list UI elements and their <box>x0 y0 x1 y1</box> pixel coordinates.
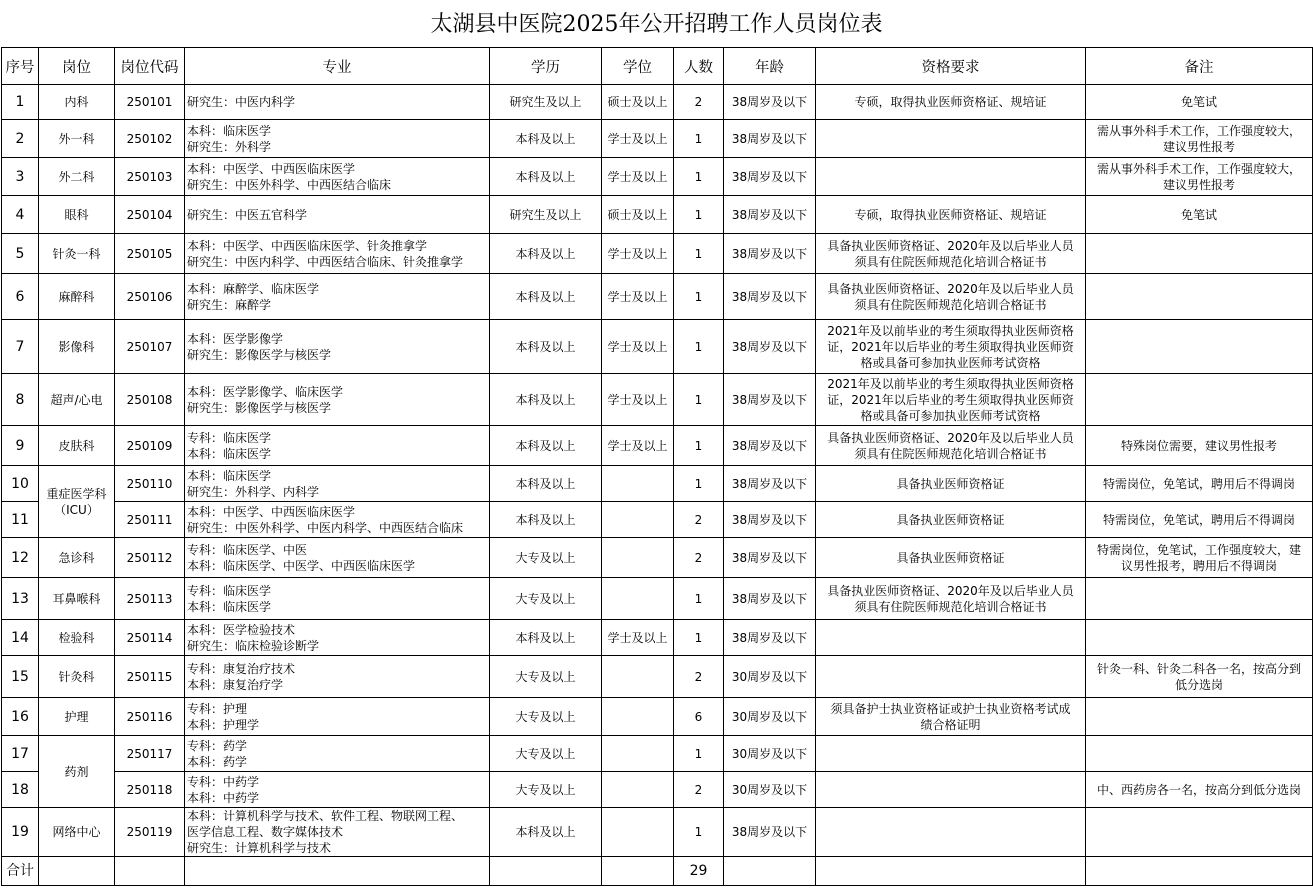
remarks-cell-line: 特殊岗位需要，建议男性报考 <box>1120 438 1277 453</box>
major-cell-line: 本科：计算机科学与技术、软件工程、物联网工程、 <box>187 809 464 823</box>
remarks-cell <box>1086 772 1313 808</box>
qualification-cell-line: 须具有住院医师规范化培训合格证书 <box>854 254 1047 269</box>
age-cell: 38周岁及以下 <box>724 808 816 857</box>
col-header-no: 序号 <box>2 48 39 85</box>
post-code: 250101 <box>115 85 185 120</box>
major-cell <box>185 578 490 620</box>
qualification-cell <box>816 656 1086 698</box>
major-cell-line: 专科：中药学 <box>187 774 260 789</box>
total-row <box>2 857 1313 886</box>
education-cell: 本科及以上 <box>490 808 602 857</box>
degree-cell <box>602 656 674 698</box>
degree-cell <box>602 736 674 772</box>
education-cell: 本科及以上 <box>490 426 602 466</box>
qualification-cell-line: 专硕，取得执业医师资格证、规培证 <box>854 95 1047 109</box>
education-cell: 本科及以上 <box>490 158 602 196</box>
age-cell: 30周岁及以下 <box>724 736 816 772</box>
qualification-cell-line: 具备执业医师资格证 <box>896 512 1005 527</box>
age-cell: 38周岁及以下 <box>724 466 816 502</box>
row-number: 14 <box>2 620 39 656</box>
remarks-cell <box>1086 120 1313 158</box>
major-cell-line: 研究生：影像医学与核医学 <box>187 400 332 415</box>
major-cell <box>185 656 490 698</box>
age-cell: 30周岁及以下 <box>724 772 816 808</box>
age-cell: 38周岁及以下 <box>724 502 816 538</box>
major-cell-line: 研究生：中医外科学、中医内科学、中西医结合临床 <box>187 520 464 535</box>
qualification-cell <box>816 158 1086 196</box>
age-cell: 38周岁及以下 <box>724 620 816 656</box>
education-cell: 本科及以上 <box>490 620 602 656</box>
post-name: 急诊科 <box>39 538 115 578</box>
remarks-cell <box>1086 502 1313 538</box>
remarks-cell <box>1086 426 1313 466</box>
remarks-cell <box>1086 466 1313 502</box>
education-cell: 本科及以上 <box>490 320 602 374</box>
major-cell <box>185 374 490 426</box>
age-cell: 38周岁及以下 <box>724 578 816 620</box>
major-cell-line: 本科：护理学 <box>187 717 260 732</box>
row-number: 19 <box>2 808 39 857</box>
major-cell-line: 医学信息工程、数字媒体技术 <box>187 825 344 839</box>
major-cell-line: 专科：护理 <box>187 701 248 716</box>
post-code: 250117 <box>115 736 185 772</box>
education-cell: 大专及以上 <box>490 578 602 620</box>
age-cell: 38周岁及以下 <box>724 158 816 196</box>
row-number: 13 <box>2 578 39 620</box>
major-cell-line: 研究生：中医内科学、中西医结合临床、针灸推拿学 <box>187 254 464 269</box>
count-cell: 1 <box>674 158 724 196</box>
remarks-cell-line: 需从事外科手术工作，工作强度较大， <box>1096 123 1301 138</box>
post-name: 重症医学科（ICU） <box>39 466 115 538</box>
major-cell-line: 专科：康复治疗技术 <box>187 661 296 676</box>
remarks-cell <box>1086 158 1313 196</box>
major-cell-line: 本科：临床医学 <box>187 123 272 138</box>
major-cell <box>185 620 490 656</box>
post-name: 针灸科 <box>39 656 115 698</box>
row-number: 1 <box>2 85 39 120</box>
row-number: 4 <box>2 196 39 234</box>
count-cell: 1 <box>674 736 724 772</box>
major-cell <box>185 196 490 234</box>
remarks-cell-line: 中、西药房各一名，按高分到低分选岗 <box>1096 782 1301 797</box>
col-header-education: 学历 <box>490 48 602 85</box>
remarks-cell-line: 低分选岗 <box>1174 677 1223 692</box>
table-row <box>2 274 1313 320</box>
post-code: 250111 <box>115 502 185 538</box>
qualification-cell-line: 须具有住院医师规范化培训合格证书 <box>854 599 1047 614</box>
education-cell: 研究生及以上 <box>490 196 602 234</box>
major-cell-line: 专科：临床医学、中医 <box>187 542 308 557</box>
remarks-cell-line: 需从事外科手术工作，工作强度较大， <box>1096 161 1301 176</box>
major-cell <box>185 502 490 538</box>
col-header-qualification: 资格要求 <box>816 48 1086 85</box>
row-number: 7 <box>2 320 39 374</box>
col-header-remarks: 备注 <box>1086 48 1313 85</box>
education-cell: 本科及以上 <box>490 274 602 320</box>
degree-cell <box>602 538 674 578</box>
major-cell <box>185 538 490 578</box>
post-code: 250108 <box>115 374 185 426</box>
post-code: 250107 <box>115 320 185 374</box>
qualification-cell-line: 具备执业医师资格证 <box>896 476 1005 491</box>
major-cell-line: 本科：中医学、中西医临床医学、针灸推拿学 <box>187 238 428 253</box>
qualification-cell <box>816 466 1086 502</box>
qualification-cell-line: 2021年及以前毕业的考生须取得执业医师资格 <box>827 376 1074 391</box>
major-cell-line: 研究生：临床检验诊断学 <box>187 638 320 653</box>
qualification-cell-line: 具备执业医师资格证、2020年及以后毕业人员 <box>827 583 1074 598</box>
age-cell: 38周岁及以下 <box>724 374 816 426</box>
major-cell <box>185 772 490 808</box>
table-row <box>2 320 1313 374</box>
qualification-cell <box>816 502 1086 538</box>
major-cell-line: 研究生：中医外科学、中西医结合临床 <box>187 177 392 192</box>
col-header-code: 岗位代码 <box>115 48 185 85</box>
qualification-cell-line: 绩合格证明 <box>920 717 981 732</box>
count-cell: 1 <box>674 196 724 234</box>
degree-cell: 学士及以上 <box>602 274 674 320</box>
count-cell: 1 <box>674 274 724 320</box>
remarks-cell <box>1086 320 1313 374</box>
row-number: 10 <box>2 466 39 502</box>
row-number: 12 <box>2 538 39 578</box>
post-name: 超声/心电 <box>39 374 115 426</box>
qualification-cell-line: 2021年及以前毕业的考生须取得执业医师资格 <box>827 323 1074 338</box>
table-row <box>2 196 1313 234</box>
education-cell: 本科及以上 <box>490 120 602 158</box>
qualification-cell <box>816 234 1086 274</box>
degree-cell: 学士及以上 <box>602 374 674 426</box>
table-row <box>2 234 1313 274</box>
count-cell: 1 <box>674 234 724 274</box>
count-cell: 2 <box>674 772 724 808</box>
count-cell: 1 <box>674 426 724 466</box>
qualification-cell-line: 专硕，取得执业医师资格证、规培证 <box>854 207 1047 222</box>
degree-cell: 学士及以上 <box>602 320 674 374</box>
major-cell-line: 研究生：外科学 <box>187 139 272 154</box>
qualification-cell <box>816 320 1086 374</box>
age-cell: 38周岁及以下 <box>724 234 816 274</box>
remarks-cell-line: 建议男性报考 <box>1162 177 1235 192</box>
row-number: 9 <box>2 426 39 466</box>
degree-cell <box>602 578 674 620</box>
col-header-post: 岗位 <box>39 48 115 85</box>
post-name: 皮肤科 <box>39 426 115 466</box>
degree-cell: 硕士及以上 <box>602 85 674 120</box>
degree-cell <box>602 502 674 538</box>
table-row <box>2 85 1313 120</box>
count-cell: 2 <box>674 85 724 120</box>
age-cell: 30周岁及以下 <box>724 698 816 736</box>
education-cell: 大专及以上 <box>490 656 602 698</box>
qualification-cell-line: 须具备护士执业资格证或护士执业资格考试成 <box>830 701 1071 716</box>
age-cell: 38周岁及以下 <box>724 274 816 320</box>
major-cell-line: 本科：临床医学 <box>187 468 272 483</box>
row-number: 8 <box>2 374 39 426</box>
major-cell-line: 研究生：麻醉学 <box>187 297 272 312</box>
qualification-cell-line: 具备执业医师资格证、2020年及以后毕业人员 <box>827 281 1074 296</box>
positions-table <box>1 47 1313 886</box>
remarks-cell <box>1086 736 1313 772</box>
post-name: 眼科 <box>39 196 115 234</box>
age-cell: 38周岁及以下 <box>724 320 816 374</box>
qualification-cell <box>816 772 1086 808</box>
major-cell-line: 本科：中医学、中西医临床医学 <box>187 504 356 519</box>
post-name: 药剂 <box>39 736 115 808</box>
remarks-cell-line: 免笔试 <box>1180 207 1217 222</box>
remarks-cell-line: 议男性报考，聘用后不得调岗 <box>1120 558 1277 573</box>
major-cell-line: 本科：医学影像学、临床医学 <box>187 384 344 399</box>
post-code: 250109 <box>115 426 185 466</box>
qualification-cell-line: 证，2021年以后毕业的考生须取得执业医师资 <box>827 392 1074 407</box>
remarks-cell-line: 针灸一科、针灸二科各一名，按高分到 <box>1096 661 1301 676</box>
row-number: 17 <box>2 736 39 772</box>
qualification-cell <box>816 578 1086 620</box>
remarks-cell-line: 特需岗位，免笔试，工作强度较大，建 <box>1096 542 1301 557</box>
major-cell <box>185 698 490 736</box>
table-row <box>2 466 1313 502</box>
total-label: 合计 <box>2 857 39 886</box>
education-cell: 本科及以上 <box>490 374 602 426</box>
total-count: 29 <box>674 857 724 886</box>
major-cell-line: 研究生：中医五官科学 <box>187 207 308 222</box>
table-row <box>2 578 1313 620</box>
education-cell: 大专及以上 <box>490 698 602 736</box>
major-cell <box>185 274 490 320</box>
qualification-cell <box>816 196 1086 234</box>
remarks-cell <box>1086 196 1313 234</box>
major-cell <box>185 320 490 374</box>
age-cell: 38周岁及以下 <box>724 426 816 466</box>
qualification-cell <box>816 698 1086 736</box>
remarks-cell <box>1086 698 1313 736</box>
remarks-cell-line: 免笔试 <box>1180 95 1217 109</box>
table-row <box>2 538 1313 578</box>
major-cell-line: 研究生：影像医学与核医学 <box>187 347 332 362</box>
major-cell-line: 专科：药学 <box>187 738 248 753</box>
degree-cell <box>602 808 674 857</box>
post-name: 麻醉科 <box>39 274 115 320</box>
remarks-cell <box>1086 620 1313 656</box>
table-row <box>2 620 1313 656</box>
major-cell-line: 本科：麻醉学、临床医学 <box>187 281 320 296</box>
table-row <box>2 374 1313 426</box>
post-code: 250112 <box>115 538 185 578</box>
table-row <box>2 698 1313 736</box>
degree-cell: 学士及以上 <box>602 426 674 466</box>
row-number: 11 <box>2 502 39 538</box>
age-cell: 38周岁及以下 <box>724 196 816 234</box>
remarks-cell <box>1086 85 1313 120</box>
major-cell-line: 本科：临床医学、中医学、中西医临床医学 <box>187 558 416 573</box>
major-cell-line: 研究生：计算机科学与技术 <box>187 841 332 855</box>
post-code: 250116 <box>115 698 185 736</box>
post-code: 250114 <box>115 620 185 656</box>
post-name: 网络中心 <box>39 808 115 857</box>
major-cell <box>185 85 490 120</box>
major-cell-line: 本科：临床医学 <box>187 446 272 461</box>
qualification-cell <box>816 808 1086 857</box>
degree-cell: 学士及以上 <box>602 120 674 158</box>
remarks-cell <box>1086 234 1313 274</box>
major-cell <box>185 234 490 274</box>
count-cell: 1 <box>674 620 724 656</box>
count-cell: 1 <box>674 120 724 158</box>
major-cell-line: 本科：药学 <box>187 754 248 769</box>
col-header-count: 人数 <box>674 48 724 85</box>
post-code: 250119 <box>115 808 185 857</box>
table-row <box>2 656 1313 698</box>
qualification-cell-line: 格或具备可参加执业医师考试资格 <box>860 355 1041 370</box>
major-cell-line: 本科：临床医学 <box>187 599 272 614</box>
count-cell: 6 <box>674 698 724 736</box>
remarks-cell <box>1086 808 1313 857</box>
major-cell-line: 本科：中医学、中西医临床医学 <box>187 161 356 176</box>
table-row <box>2 736 1313 772</box>
header-row <box>2 48 1313 85</box>
major-cell-line: 专科：临床医学 <box>187 583 272 598</box>
qualification-cell <box>816 120 1086 158</box>
count-cell: 2 <box>674 502 724 538</box>
row-number: 2 <box>2 120 39 158</box>
qualification-cell <box>816 426 1086 466</box>
qualification-cell <box>816 374 1086 426</box>
qualification-cell-line: 须具有住院医师规范化培训合格证书 <box>854 297 1047 312</box>
degree-cell <box>602 698 674 736</box>
row-number: 18 <box>2 772 39 808</box>
age-cell: 38周岁及以下 <box>724 538 816 578</box>
col-header-degree: 学位 <box>602 48 674 85</box>
table-row <box>2 502 1313 538</box>
post-name: 影像科 <box>39 320 115 374</box>
degree-cell: 学士及以上 <box>602 158 674 196</box>
post-code: 250102 <box>115 120 185 158</box>
count-cell: 2 <box>674 656 724 698</box>
remarks-cell <box>1086 274 1313 320</box>
count-cell: 1 <box>674 466 724 502</box>
degree-cell: 学士及以上 <box>602 620 674 656</box>
education-cell: 研究生及以上 <box>490 85 602 120</box>
post-name: 内科 <box>39 85 115 120</box>
remarks-cell <box>1086 656 1313 698</box>
qualification-cell <box>816 620 1086 656</box>
col-header-major: 专业 <box>185 48 490 85</box>
major-cell-line: 研究生：外科学、内科学 <box>187 484 320 499</box>
qualification-cell-line: 须具有住院医师规范化培训合格证书 <box>854 446 1047 461</box>
degree-cell: 硕士及以上 <box>602 196 674 234</box>
post-code: 250105 <box>115 234 185 274</box>
major-cell-line: 本科：医学影像学 <box>187 331 284 346</box>
major-cell <box>185 736 490 772</box>
age-cell: 38周岁及以下 <box>724 85 816 120</box>
table-row <box>2 772 1313 808</box>
row-number: 6 <box>2 274 39 320</box>
remarks-cell-line: 特需岗位，免笔试，聘用后不得调岗 <box>1102 476 1295 491</box>
table-row <box>2 158 1313 196</box>
major-cell-line: 本科：中药学 <box>187 790 260 805</box>
count-cell: 1 <box>674 374 724 426</box>
remarks-cell-line: 建议男性报考 <box>1162 139 1235 154</box>
education-cell: 本科及以上 <box>490 502 602 538</box>
major-cell-line: 研究生：中医内科学 <box>187 95 296 109</box>
education-cell: 本科及以上 <box>490 234 602 274</box>
post-name: 耳鼻喉科 <box>39 578 115 620</box>
qualification-cell <box>816 538 1086 578</box>
qualification-cell <box>816 274 1086 320</box>
qualification-cell-line: 具备执业医师资格证、2020年及以后毕业人员 <box>827 238 1074 253</box>
major-cell-line: 本科：康复治疗学 <box>187 677 284 692</box>
qualification-cell-line: 具备执业医师资格证 <box>896 550 1005 565</box>
row-number: 16 <box>2 698 39 736</box>
post-code: 250103 <box>115 158 185 196</box>
age-cell: 38周岁及以下 <box>724 120 816 158</box>
post-code: 250113 <box>115 578 185 620</box>
post-code: 250118 <box>115 772 185 808</box>
major-cell-line: 专科：临床医学 <box>187 430 272 445</box>
major-cell <box>185 808 490 857</box>
table-row <box>2 426 1313 466</box>
major-cell <box>185 120 490 158</box>
post-name: 护理 <box>39 698 115 736</box>
education-cell: 大专及以上 <box>490 772 602 808</box>
qualification-cell-line: 证，2021年以后毕业的考生须取得执业医师资 <box>827 339 1074 354</box>
table-row <box>2 120 1313 158</box>
post-name: 检验科 <box>39 620 115 656</box>
table-row <box>2 808 1313 857</box>
age-cell: 30周岁及以下 <box>724 656 816 698</box>
post-name: 外二科 <box>39 158 115 196</box>
education-cell: 大专及以上 <box>490 736 602 772</box>
remarks-cell <box>1086 578 1313 620</box>
degree-cell <box>602 772 674 808</box>
page-title: 太湖县中医院2025年公开招聘工作人员岗位表 <box>430 12 883 37</box>
count-cell: 1 <box>674 320 724 374</box>
remarks-cell <box>1086 538 1313 578</box>
post-code: 250104 <box>115 196 185 234</box>
major-cell <box>185 426 490 466</box>
qualification-cell-line: 具备执业医师资格证、2020年及以后毕业人员 <box>827 430 1074 445</box>
major-cell <box>185 158 490 196</box>
education-cell: 本科及以上 <box>490 466 602 502</box>
count-cell: 1 <box>674 578 724 620</box>
qualification-cell <box>816 736 1086 772</box>
post-name: 外一科 <box>39 120 115 158</box>
count-cell: 2 <box>674 538 724 578</box>
row-number: 3 <box>2 158 39 196</box>
row-number: 5 <box>2 234 39 274</box>
post-name: 针灸一科 <box>39 234 115 274</box>
row-number: 15 <box>2 656 39 698</box>
remarks-cell <box>1086 374 1313 426</box>
qualification-cell-line: 格或具备可参加执业医师考试资格 <box>860 408 1041 423</box>
col-header-age: 年龄 <box>724 48 816 85</box>
post-code: 250110 <box>115 466 185 502</box>
qualification-cell <box>816 85 1086 120</box>
post-code: 250115 <box>115 656 185 698</box>
degree-cell: 学士及以上 <box>602 234 674 274</box>
remarks-cell-line: 特需岗位，免笔试，聘用后不得调岗 <box>1102 512 1295 527</box>
count-cell: 1 <box>674 808 724 857</box>
degree-cell <box>602 466 674 502</box>
post-code: 250106 <box>115 274 185 320</box>
major-cell-line: 本科：医学检验技术 <box>187 622 296 637</box>
major-cell <box>185 466 490 502</box>
education-cell: 大专及以上 <box>490 538 602 578</box>
